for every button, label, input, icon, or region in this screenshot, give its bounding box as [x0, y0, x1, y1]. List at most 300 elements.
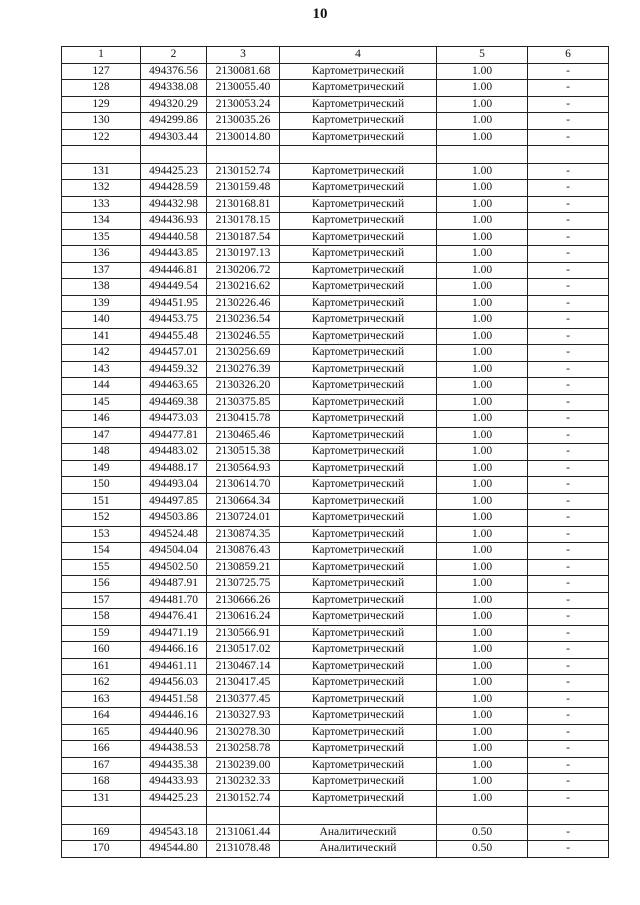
table-cell: 1.00	[437, 427, 528, 444]
table-cell: 494443.85	[141, 246, 207, 263]
column-header: 5	[437, 47, 528, 64]
table-cell: 1.00	[437, 163, 528, 180]
table-row	[62, 757, 609, 774]
table-cell: 494453.75	[141, 312, 207, 329]
table-cell: -	[528, 163, 609, 180]
table-cell: 1.00	[437, 757, 528, 774]
table-cell: 1.00	[437, 741, 528, 758]
table-cell: Картометрический	[280, 609, 437, 626]
table-cell: 2130178.15	[207, 213, 280, 230]
table-row	[62, 113, 609, 130]
table-cell: 2130239.00	[207, 757, 280, 774]
table-cell: -	[528, 675, 609, 692]
table-cell: 2130327.93	[207, 708, 280, 725]
table-cell: 1.00	[437, 543, 528, 560]
table-cell: Картометрический	[280, 361, 437, 378]
table-cell: 1.00	[437, 658, 528, 675]
table-cell: 1.00	[437, 394, 528, 411]
table-cell: -	[528, 576, 609, 593]
table-cell: -	[528, 229, 609, 246]
table-cell: 138	[62, 279, 141, 296]
table-cell: 131	[62, 790, 141, 807]
table-cell: Картометрический	[280, 592, 437, 609]
table-cell: -	[528, 328, 609, 345]
table-cell: 2130232.33	[207, 774, 280, 791]
table-cell: -	[528, 559, 609, 576]
table-row	[62, 262, 609, 279]
table-header-row	[62, 47, 609, 64]
table-cell: 163	[62, 691, 141, 708]
table-cell: 2130152.74	[207, 790, 280, 807]
table-row	[62, 196, 609, 213]
table-cell: 146	[62, 411, 141, 428]
table-cell	[528, 146, 609, 164]
table-cell: 133	[62, 196, 141, 213]
table-cell: 153	[62, 526, 141, 543]
table-cell	[437, 807, 528, 825]
table-cell: -	[528, 213, 609, 230]
table-cell: 494544.80	[141, 841, 207, 858]
table-cell: 494524.48	[141, 526, 207, 543]
table-cell: 1.00	[437, 63, 528, 80]
table-cell: 2130187.54	[207, 229, 280, 246]
table-cell: Аналитический	[280, 841, 437, 858]
table-cell: 2130467.14	[207, 658, 280, 675]
table-cell: 2130258.78	[207, 741, 280, 758]
table-row	[62, 378, 609, 395]
table-cell: 1.00	[437, 642, 528, 659]
table-cell: 2130614.70	[207, 477, 280, 494]
table-cell: 2130616.24	[207, 609, 280, 626]
table-cell: Картометрический	[280, 460, 437, 477]
table-cell: 0.50	[437, 841, 528, 858]
table-cell: Картометрический	[280, 213, 437, 230]
table-cell: 1.00	[437, 691, 528, 708]
table-cell: Картометрический	[280, 345, 437, 362]
table-cell: 128	[62, 80, 141, 97]
table-row	[62, 790, 609, 807]
table-cell: 1.00	[437, 328, 528, 345]
table-row	[62, 312, 609, 329]
table-cell: 1.00	[437, 724, 528, 741]
table-cell	[280, 146, 437, 164]
table-cell: 2130417.45	[207, 675, 280, 692]
column-header: 6	[528, 47, 609, 64]
table-body	[62, 63, 609, 857]
table-cell: 139	[62, 295, 141, 312]
table-cell: -	[528, 246, 609, 263]
table-cell: 148	[62, 444, 141, 461]
table-spacer-row	[62, 146, 609, 164]
table-cell: 2130055.40	[207, 80, 280, 97]
table-spacer-row	[62, 807, 609, 825]
table-row	[62, 526, 609, 543]
table-cell: 1.00	[437, 477, 528, 494]
table-cell: 2131061.44	[207, 824, 280, 841]
table-row	[62, 642, 609, 659]
table-row	[62, 460, 609, 477]
table-row	[62, 741, 609, 758]
table-cell: 2130152.74	[207, 163, 280, 180]
table-cell: -	[528, 180, 609, 197]
table-cell: -	[528, 96, 609, 113]
table-row	[62, 658, 609, 675]
table-cell: 494481.70	[141, 592, 207, 609]
table-row	[62, 129, 609, 146]
table-cell: -	[528, 63, 609, 80]
table-cell: -	[528, 691, 609, 708]
column-header: 2	[141, 47, 207, 64]
table-cell: Картометрический	[280, 427, 437, 444]
table-row	[62, 477, 609, 494]
table-cell: Картометрический	[280, 246, 437, 263]
table-cell: 122	[62, 129, 141, 146]
table-cell: -	[528, 295, 609, 312]
table-cell: Картометрический	[280, 394, 437, 411]
table-cell: Картометрический	[280, 559, 437, 576]
table-cell: -	[528, 312, 609, 329]
table-cell: 1.00	[437, 592, 528, 609]
table-cell: 2130216.62	[207, 279, 280, 296]
table-cell: 2131078.48	[207, 841, 280, 858]
table-cell	[528, 807, 609, 825]
table-cell: -	[528, 543, 609, 560]
table-cell: 130	[62, 113, 141, 130]
table-row	[62, 774, 609, 791]
table-cell: 494504.04	[141, 543, 207, 560]
table-cell: 141	[62, 328, 141, 345]
table-cell: 1.00	[437, 213, 528, 230]
table-cell: -	[528, 394, 609, 411]
table-cell: -	[528, 708, 609, 725]
table-cell: 1.00	[437, 312, 528, 329]
table-cell: 157	[62, 592, 141, 609]
coordinates-table	[61, 46, 609, 858]
table-cell: 2130664.34	[207, 493, 280, 510]
column-header: 3	[207, 47, 280, 64]
table-row	[62, 708, 609, 725]
table-cell: 166	[62, 741, 141, 758]
table-cell: 494432.98	[141, 196, 207, 213]
table-cell: 169	[62, 824, 141, 841]
table-cell: 0.50	[437, 824, 528, 841]
table-cell: 129	[62, 96, 141, 113]
table-cell: Картометрический	[280, 163, 437, 180]
table-cell: 494438.53	[141, 741, 207, 758]
table-cell: 494457.01	[141, 345, 207, 362]
table-cell: 494497.85	[141, 493, 207, 510]
table-row	[62, 213, 609, 230]
table-cell: 1.00	[437, 378, 528, 395]
table-cell: 1.00	[437, 113, 528, 130]
table-cell: -	[528, 658, 609, 675]
page-number: 10	[312, 6, 328, 22]
table-cell: 2130876.43	[207, 543, 280, 560]
table-cell: 131	[62, 163, 141, 180]
table-cell: Картометрический	[280, 675, 437, 692]
table-cell: 494476.41	[141, 609, 207, 626]
table-cell: 158	[62, 609, 141, 626]
table-cell: Картометрический	[280, 295, 437, 312]
table-cell: Картометрический	[280, 642, 437, 659]
table-cell: 494473.03	[141, 411, 207, 428]
table-cell: 494449.54	[141, 279, 207, 296]
table-cell: 1.00	[437, 559, 528, 576]
table-cell: 494488.17	[141, 460, 207, 477]
table-cell: 494459.32	[141, 361, 207, 378]
table-cell: 152	[62, 510, 141, 527]
table-cell: -	[528, 345, 609, 362]
table-cell: Картометрический	[280, 741, 437, 758]
table-cell: 140	[62, 312, 141, 329]
table-row	[62, 493, 609, 510]
table-cell: -	[528, 129, 609, 146]
table-cell	[280, 807, 437, 825]
table-cell: 494428.59	[141, 180, 207, 197]
table-row	[62, 295, 609, 312]
table-cell: -	[528, 724, 609, 741]
table-cell: 170	[62, 841, 141, 858]
table-cell: 143	[62, 361, 141, 378]
table-cell: 494493.04	[141, 477, 207, 494]
table-cell: 2130725.75	[207, 576, 280, 593]
table-cell: 154	[62, 543, 141, 560]
table-cell: 2130014.80	[207, 129, 280, 146]
table-cell: 494477.81	[141, 427, 207, 444]
table-cell: 2130236.54	[207, 312, 280, 329]
table-cell: 1.00	[437, 774, 528, 791]
table-cell: -	[528, 361, 609, 378]
table-row	[62, 279, 609, 296]
table-cell: Картометрический	[280, 279, 437, 296]
table-row	[62, 63, 609, 80]
table-cell: 1.00	[437, 493, 528, 510]
table-cell: 2130566.91	[207, 625, 280, 642]
table-cell: 1.00	[437, 675, 528, 692]
table-cell: 164	[62, 708, 141, 725]
table-cell: Картометрический	[280, 196, 437, 213]
table-cell: 1.00	[437, 411, 528, 428]
table-cell: -	[528, 427, 609, 444]
table-cell: 494455.48	[141, 328, 207, 345]
table-cell: 2130666.26	[207, 592, 280, 609]
table-cell: 155	[62, 559, 141, 576]
table-row	[62, 411, 609, 428]
table-cell: 494425.23	[141, 790, 207, 807]
table-cell: 494425.23	[141, 163, 207, 180]
table-cell: 494440.96	[141, 724, 207, 741]
table-cell: Картометрический	[280, 757, 437, 774]
table-cell: 494436.93	[141, 213, 207, 230]
table-cell: -	[528, 113, 609, 130]
table-cell: -	[528, 642, 609, 659]
table-cell: Картометрический	[280, 526, 437, 543]
table-cell: 494303.44	[141, 129, 207, 146]
table-row	[62, 824, 609, 841]
table-cell: Картометрический	[280, 328, 437, 345]
table-cell: 160	[62, 642, 141, 659]
table-row	[62, 576, 609, 593]
table-cell: 494299.86	[141, 113, 207, 130]
table-cell: -	[528, 262, 609, 279]
table-row	[62, 841, 609, 858]
table-cell: 2130564.93	[207, 460, 280, 477]
table-cell: 1.00	[437, 361, 528, 378]
table-cell: 144	[62, 378, 141, 395]
table-row	[62, 609, 609, 626]
table-cell: 1.00	[437, 708, 528, 725]
table-cell	[62, 807, 141, 825]
table-cell: -	[528, 378, 609, 395]
table-cell: 1.00	[437, 345, 528, 362]
table-row	[62, 163, 609, 180]
table-cell: 147	[62, 427, 141, 444]
table-cell: Картометрический	[280, 774, 437, 791]
table-row	[62, 328, 609, 345]
table-cell: 494338.08	[141, 80, 207, 97]
table-cell: 127	[62, 63, 141, 80]
table-cell: -	[528, 80, 609, 97]
table-cell: 1.00	[437, 229, 528, 246]
table-cell	[62, 146, 141, 164]
table-cell: 2130724.01	[207, 510, 280, 527]
table-cell: -	[528, 196, 609, 213]
table-cell: Картометрический	[280, 576, 437, 593]
table-cell: 2130465.46	[207, 427, 280, 444]
table-cell: 494320.29	[141, 96, 207, 113]
table-cell: Картометрический	[280, 96, 437, 113]
table-cell: Картометрический	[280, 708, 437, 725]
table-cell: 156	[62, 576, 141, 593]
table-cell: 2130206.72	[207, 262, 280, 279]
table-row	[62, 559, 609, 576]
table-cell: 142	[62, 345, 141, 362]
table-cell: Картометрический	[280, 543, 437, 560]
table-cell: 149	[62, 460, 141, 477]
table-cell: -	[528, 592, 609, 609]
table-cell: 2130035.26	[207, 113, 280, 130]
table-cell: 494483.02	[141, 444, 207, 461]
table-cell: 2130159.48	[207, 180, 280, 197]
table-cell: -	[528, 510, 609, 527]
table-row	[62, 675, 609, 692]
table-cell: Картометрический	[280, 229, 437, 246]
table-cell: Картометрический	[280, 790, 437, 807]
table-cell: -	[528, 493, 609, 510]
table-cell: Картометрический	[280, 493, 437, 510]
table-cell: 1.00	[437, 295, 528, 312]
table-cell: 2130276.39	[207, 361, 280, 378]
table-cell: -	[528, 841, 609, 858]
table-cell: -	[528, 824, 609, 841]
table-row	[62, 96, 609, 113]
table-cell: Картометрический	[280, 444, 437, 461]
table-cell: 494543.18	[141, 824, 207, 841]
table-cell	[141, 807, 207, 825]
table-cell: Картометрический	[280, 411, 437, 428]
table-row	[62, 543, 609, 560]
table-cell: 1.00	[437, 129, 528, 146]
table-cell: 1.00	[437, 180, 528, 197]
table-cell: 2130256.69	[207, 345, 280, 362]
table-cell: -	[528, 741, 609, 758]
table-cell: 1.00	[437, 96, 528, 113]
table-cell: 494463.65	[141, 378, 207, 395]
table-cell: 135	[62, 229, 141, 246]
table-row	[62, 345, 609, 362]
table-cell: -	[528, 411, 609, 428]
table-cell: 1.00	[437, 526, 528, 543]
table-row	[62, 394, 609, 411]
table-cell: Картометрический	[280, 312, 437, 329]
table-cell: Картометрический	[280, 262, 437, 279]
table-cell: 494502.50	[141, 559, 207, 576]
table-cell: Картометрический	[280, 658, 437, 675]
table-cell: 2130377.45	[207, 691, 280, 708]
table-cell: 1.00	[437, 460, 528, 477]
table-cell: -	[528, 444, 609, 461]
table-cell: 1.00	[437, 444, 528, 461]
table-cell: 2130168.81	[207, 196, 280, 213]
table-cell: Картометрический	[280, 510, 437, 527]
table-row	[62, 592, 609, 609]
table-cell: 1.00	[437, 196, 528, 213]
table-cell: 2130874.35	[207, 526, 280, 543]
table-cell: -	[528, 526, 609, 543]
table-cell: 165	[62, 724, 141, 741]
table-row	[62, 625, 609, 642]
table-cell: 167	[62, 757, 141, 774]
table-cell: Картометрический	[280, 80, 437, 97]
table-cell	[141, 146, 207, 164]
table-cell: 1.00	[437, 609, 528, 626]
table-cell: Картометрический	[280, 129, 437, 146]
table-row	[62, 724, 609, 741]
table-cell	[207, 807, 280, 825]
table-cell: Картометрический	[280, 724, 437, 741]
table-cell: 2130246.55	[207, 328, 280, 345]
table-cell: 151	[62, 493, 141, 510]
table-cell: Картометрический	[280, 477, 437, 494]
table-cell: 1.00	[437, 625, 528, 642]
table-cell: 136	[62, 246, 141, 263]
table-cell: 494440.58	[141, 229, 207, 246]
table-cell: -	[528, 460, 609, 477]
table-cell: 145	[62, 394, 141, 411]
table-cell: -	[528, 790, 609, 807]
table-cell: 494471.19	[141, 625, 207, 642]
table-cell: 150	[62, 477, 141, 494]
table-cell: -	[528, 477, 609, 494]
table-cell: 168	[62, 774, 141, 791]
table-cell: 494435.38	[141, 757, 207, 774]
table-cell: 494446.81	[141, 262, 207, 279]
table-cell: 2130517.02	[207, 642, 280, 659]
table-cell: Картометрический	[280, 691, 437, 708]
table-cell: -	[528, 279, 609, 296]
table-row	[62, 229, 609, 246]
table-cell: 494446.16	[141, 708, 207, 725]
table-cell: 2130053.24	[207, 96, 280, 113]
table-cell: 2130226.46	[207, 295, 280, 312]
table-cell: 494469.38	[141, 394, 207, 411]
table-cell: 2130081.68	[207, 63, 280, 80]
table-row	[62, 180, 609, 197]
table-cell: 132	[62, 180, 141, 197]
table-cell: 1.00	[437, 80, 528, 97]
table-cell: 162	[62, 675, 141, 692]
table-cell: -	[528, 774, 609, 791]
